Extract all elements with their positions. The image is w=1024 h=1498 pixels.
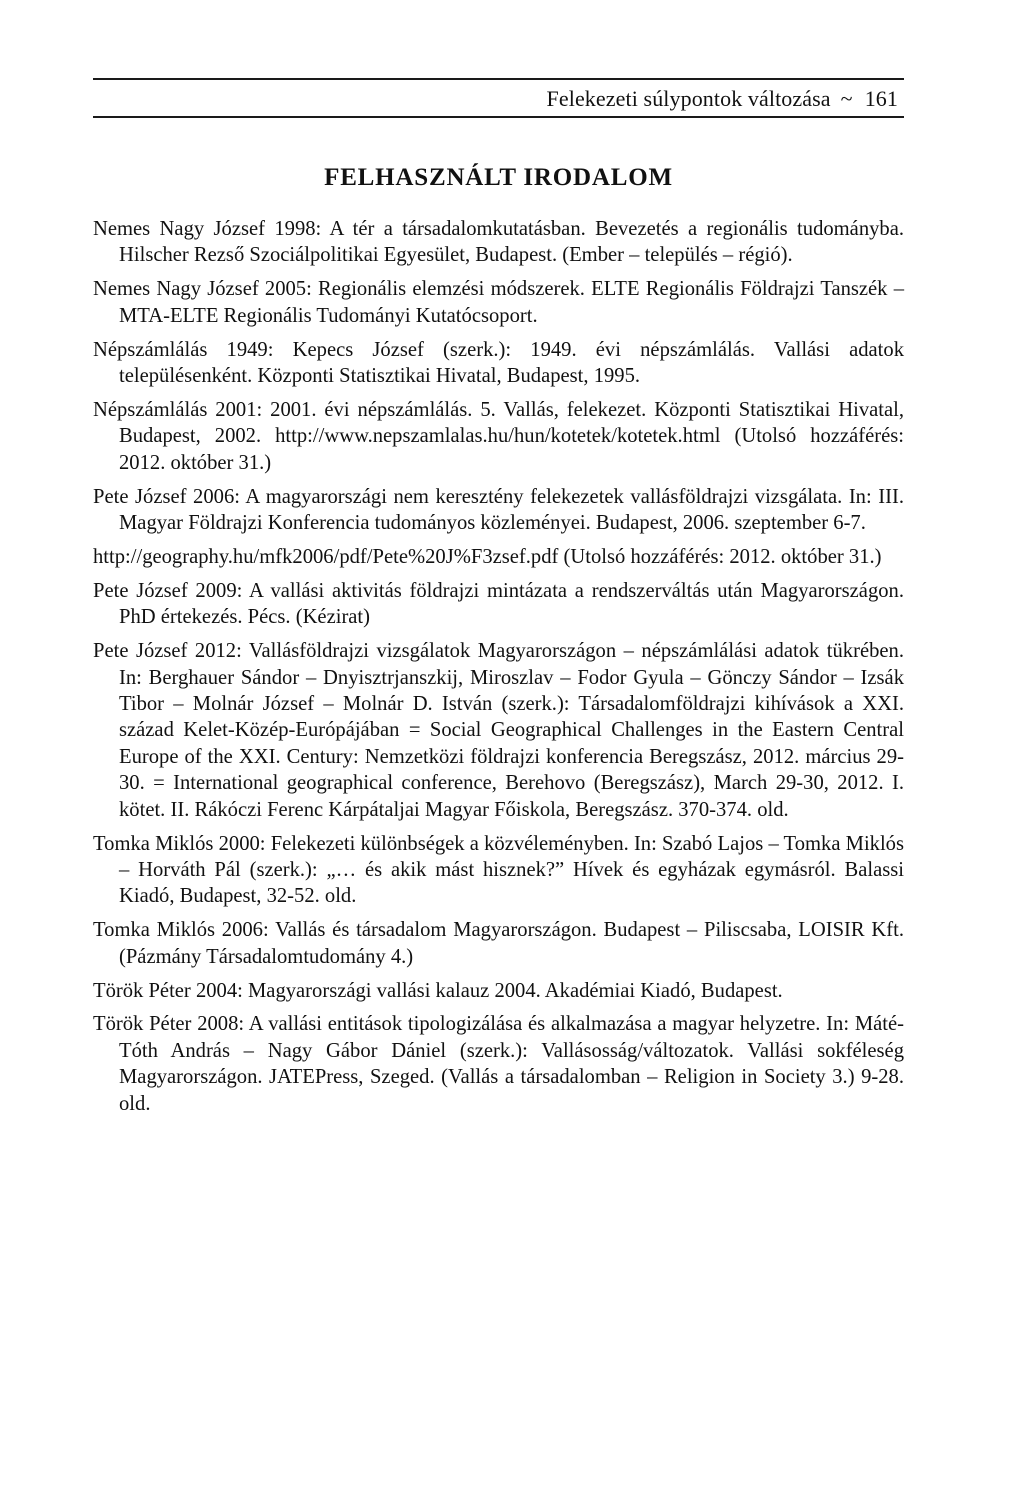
reference-entry: Nemes Nagy József 2005: Regionális elemzési módszerek. ELTE Regionális Földrajzi Tanszék – MTA-ELTE Regionális Tudományi Kutatócsoport. [93, 278, 904, 327]
running-title: Felekezeti súlypontok változása [546, 86, 831, 111]
running-header [93, 78, 904, 118]
reference-entry: Török Péter 2004: Magyarországi vallási kalauz 2004. Akadémiai Kiadó, Budapest. [93, 979, 783, 1002]
reference-entry: Népszámlálás 2001: 2001. évi népszámlálás. 5. Vallás, felekezet. Központi Statisztikai Hivatal, Budapest, 2002. http://www.nepszamlalas.hu/hun/kotetek/kotetek.html (Utolsó hozzáférés: 2012. október 31.) [93, 398, 904, 474]
reference-entry: Török Péter 2008: A vallási entitások tipologizálása és alkalmazása a magyar helyzetre. In: Máté-Tóth András – Nagy Gábor Dániel (szerk.): Vallásosság/változatok. Vallási sokféleség Magyarországon. JATEPress, Szeged. (Vallás a társadalomban – Religion in Society 3.) 9-28. old. [93, 1013, 904, 1115]
section-title: FELHASZNÁLT IRODALOM [324, 164, 673, 191]
reference-entry: Népszámlálás 1949: Kepecs József (szerk.): 1949. évi népszámlálás. Vallási adatok településenként. Központi Statisztikai Hivatal, Budapest, 1995. [93, 338, 904, 388]
reference-entry: Pete József 2009: A vallási aktivitás földrajzi mintázata a rendszerváltás után Magyarországon. PhD értekezés. Pécs. (Kézirat) [93, 579, 904, 629]
reference-entry: Pete József 2006: A magyarországi nem keresztény felekezetek vallásföldrajzi vizsgálata. In: III. Magyar Földrajzi Konferencia tudományos közleményei. Budapest, 2006. szeptember 6-7. [93, 485, 904, 535]
header-separator: ~ [840, 86, 853, 111]
page-number: 161 [864, 86, 898, 111]
reference-entry: Tomka Miklós 2006: Vallás és társadalom Magyarországon. Budapest – Piliscsaba, LOISIR Kft. (Pázmány Társadalomtudomány 4.) [93, 919, 904, 968]
reference-entry: Tomka Miklós 2000: Felekezeti különbségek a közvéleményben. In: Szabó Lajos – Tomka Miklós – Horváth Pál (szerk.): „… és akik mást hisznek?” Hívek és egyházak egymásról. Balassi Kiadó, Budapest, 32-52. old. [93, 832, 904, 908]
reference-entry: http://geography.hu/mfk2006/pdf/Pete%20J%F3zsef.pdf (Utolsó hozzáférés: 2012. október 31.) [93, 545, 882, 568]
reference-entry: Nemes Nagy József 1998: A tér a társadalomkutatásban. Bevezetés a regionális tudományba. Hilscher Rezső Szociálpolitikai Egyesület, Budapest. (Ember – település – régió). [93, 218, 904, 267]
reference-entry: Pete József 2012: Vallásföldrajzi vizsgálatok Magyarországon – népszámlálási adatok tükrében. In: Berghauer Sándor – Dnyisztrjanszkij, Miroszlav – Fodor Gyula – Gönczy Sándor – Izsák Tibor – Molnár József – Molnár D. István (szerk.): Társadalomföldrajzi kihívások a XXI. század Kelet-Közép-Európájában = Social Geographical Challenges in the Eastern Central Europe of the XXI. Century: Nemzetközi földrajzi konferencia Beregszász, 2012. március 29-30. = International geographical conference, Berehovo (Beregszász), March 29-30, 2012. I. kötet. II. Rákóczi Ferenc Kárpátaljai Magyar Főiskola, Beregszász. 370-374. old. [93, 640, 904, 821]
reference-list [93, 216, 904, 1125]
running-header-text [547, 86, 898, 112]
